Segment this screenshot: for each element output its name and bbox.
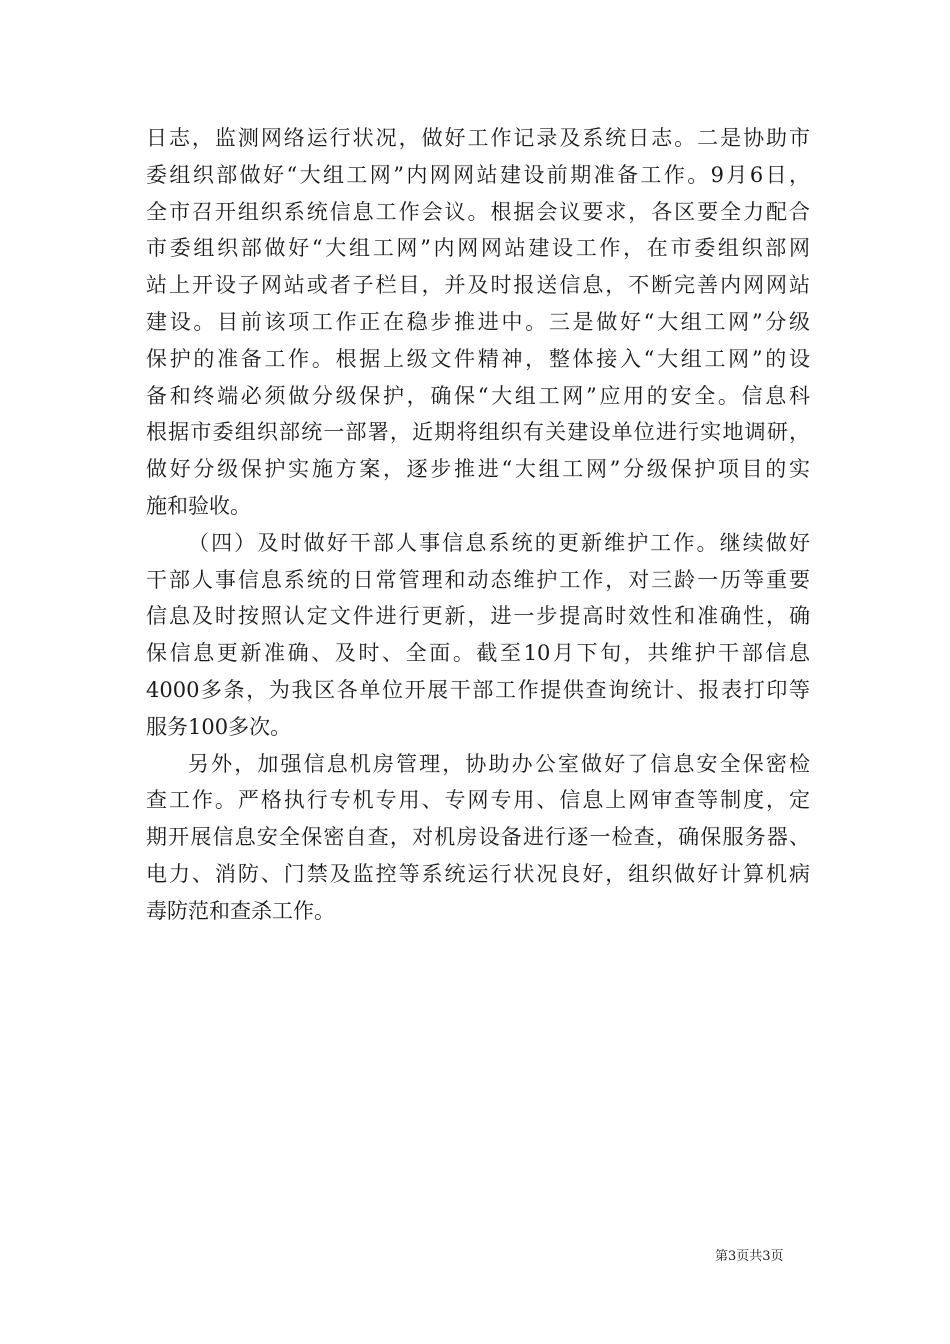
document-body xyxy=(146,120,810,930)
text-line: （四）及时做好干部人事信息系统的更新维护工作。继续做好 xyxy=(188,530,810,555)
paragraph-2-continued xyxy=(146,562,810,746)
text-line: 站上开设子网站或者子栏目，并及时报送信息，不断完善内网网站 xyxy=(146,273,810,298)
paragraph-3-continued xyxy=(146,782,810,929)
text-line: 另外，加强信息机房管理，协助办公室做好了信息安全保密检 xyxy=(188,751,810,776)
text-line: 施和验收。 xyxy=(146,493,251,518)
paragraph-1 xyxy=(146,120,810,525)
text-line: 期开展信息安全保密自查，对机房设备进行逐一检查，确保服务器、 xyxy=(146,825,810,850)
text-line: 日志，监测网络运行状况，做好工作记录及系统日志。二是协助市 xyxy=(146,126,810,150)
text-line: 备和终端必须做分级保护，确保“大组工网”应用的安全。信息科 xyxy=(146,383,810,408)
page-number-footer: 第3页共3页 xyxy=(715,1249,784,1264)
text-line: 委组织部做好“大组工网”内网网站建设前期准备工作。9月6日， xyxy=(146,162,810,187)
paragraph-2 xyxy=(146,525,810,562)
text-line: 4000多条，为我区各单位开展干部工作提供查询统计、报表打印等 xyxy=(146,677,810,702)
text-line: 全市召开组织系统信息工作会议。根据会议要求，各区要全力配合 xyxy=(146,199,810,224)
text-line: 干部人事信息系统的日常管理和动态维护工作，对三龄一历等重要 xyxy=(146,567,810,592)
text-line: 根据市委组织部统一部署，近期将组织有关建设单位进行实地调研， xyxy=(146,420,810,445)
text-line: 毒防范和查杀工作。 xyxy=(146,898,335,923)
text-line: 服务100多次。 xyxy=(146,714,292,739)
text-line: 保信息更新准确、及时、全面。截至10月下旬，共维护干部信息 xyxy=(146,641,810,666)
text-line: 信息及时按照认定文件进行更新，进一步提高时效性和准确性，确 xyxy=(146,604,810,629)
text-line: 建设。目前该项工作正在稳步推进中。三是做好“大组工网”分级 xyxy=(146,309,810,334)
text-line: 市委组织部做好“大组工网”内网网站建设工作，在市委组织部网 xyxy=(146,236,810,261)
text-line: 查工作。严格执行专机专用、专网专用、信息上网审查等制度，定 xyxy=(146,788,810,813)
text-line: 做好分级保护实施方案，逐步推进“大组工网”分级保护项目的实 xyxy=(146,457,810,482)
paragraph-3 xyxy=(146,746,810,783)
text-line: 电力、消防、门禁及监控等系统运行状况良好，组织做好计算机病 xyxy=(146,861,810,886)
text-line: 保护的准备工作。根据上级文件精神，整体接入“大组工网”的设 xyxy=(146,346,810,371)
